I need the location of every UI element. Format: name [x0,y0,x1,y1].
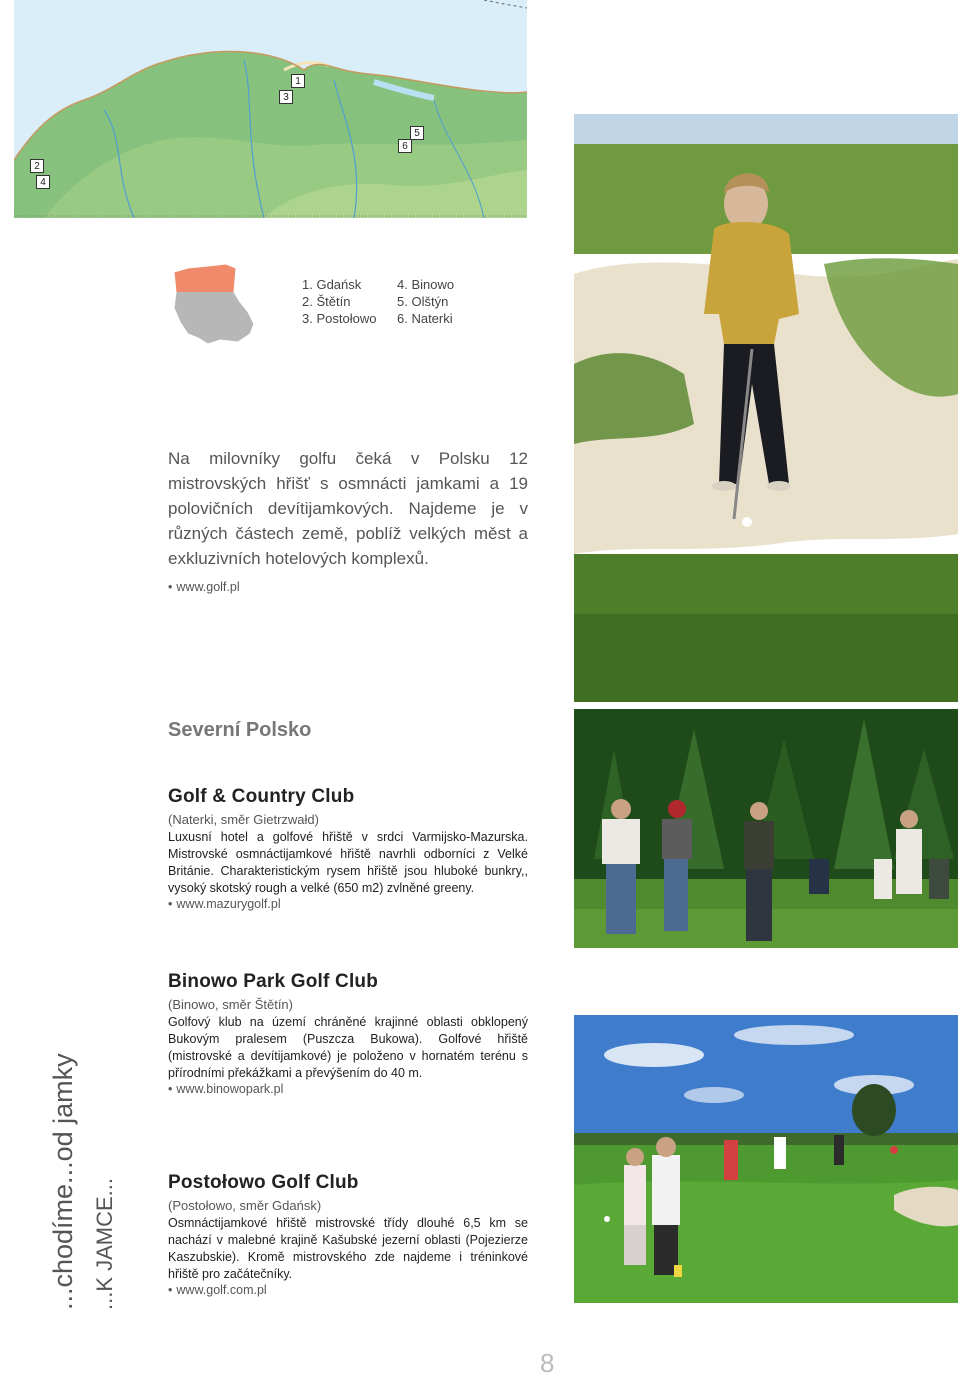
club-binowo [168,971,528,1096]
side-caption-line1: ...chodíme...od jamky [48,1053,78,1310]
page-number: 8 [540,1348,555,1378]
bullet-icon: • [168,580,173,594]
map-marker-4: 4 [36,175,50,189]
photo-driving-range [574,1015,958,1303]
club-description: Osmnáctijamkové hřiště mistrovské třídy dlouhé 6,5 km se nachází v malebné krajině Kašubské jezerní oblasti (Pojezierze Kaszubskie). Kromě mistrovského zde najdeme i tréninkové hřiště pro začátečníky. [168,1216,528,1281]
poland-inset-map [168,262,260,344]
intro-link[interactable]: www.golf.pl [176,580,240,594]
intro-link-row [168,575,528,600]
club-title: Postołowo Golf Club [168,1172,359,1193]
club-link-row [168,897,528,911]
bullet-icon: • [168,1283,173,1297]
legend-column-2 [397,276,454,327]
club-link-row [168,1283,528,1297]
club-title: Binowo Park Golf Club [168,971,379,992]
legend-item: 2. Štětín [302,294,351,309]
club-title: Golf & Country Club [168,786,355,807]
legend-item: 6. Naterki [397,311,453,326]
legend-item: 4. Binowo [397,277,455,292]
club-link[interactable]: www.mazurygolf.pl [176,897,281,911]
map-marker-2: 2 [30,159,44,173]
intro-text: Na milovníky golfu čeká v Polsku 12 mistrovských hřišť s osmnácti jamkami a 19 polovičních devítijamkových. Najdeme je v různých částech země, poblíž velkých měst a exkluzivních hotelových komplexů. [168,449,528,568]
section-title: Severní Polsko [168,719,312,741]
region-map [14,0,527,218]
club-link[interactable]: www.golf.com.pl [176,1283,267,1297]
club-subtitle: (Binowo, směr Štětín) [168,997,293,1012]
bullet-icon: • [168,897,173,911]
map-marker-3: 3 [279,90,293,104]
club-postolowo [168,1172,528,1297]
club-link[interactable]: www.binowopark.pl [176,1082,284,1096]
club-description: Luxusní hotel a golfové hřiště v srdci Varmijsko-Mazurska. Mistrovské osmnáctijamkové hřiště navrhli odborníci z Velké Británie. Charakteristickým rysem hřiště jsou hluboké bunkry,, vysoký skotský rough a velké (650 m2) zvlněné greeny. [168,830,528,895]
club-naterki [168,786,528,911]
club-description: Golfový klub na území chráněné krajinné oblasti obklopený Bukovým pralesem (Puszcza Bukowa). Golfové hřiště (mistrovské a devítijamkové) je položeno v hornatém terénu s přírodními překážkami a převýšením do 40 m. [168,1015,528,1080]
club-subtitle: (Postołowo, směr Gdańsk) [168,1198,322,1213]
photo-group-green [574,709,958,948]
legend-column-1 [302,276,376,327]
bullet-icon: • [168,1082,173,1096]
map-marker-5: 5 [410,126,424,140]
legend-item: 1. Gdańsk [302,277,362,292]
map-marker-6: 6 [398,139,412,153]
intro-block [168,446,528,600]
legend-item: 5. Olštýn [397,294,449,309]
photo-bunker-golfer [574,114,958,702]
map-marker-1: 1 [291,74,305,88]
club-subtitle: (Naterki, směr Gietrzwałd) [168,812,319,827]
side-caption-line2: ...K JAMCE... [92,1177,117,1310]
club-link-row [168,1082,528,1096]
legend-item: 3. Postołowo [302,311,377,326]
